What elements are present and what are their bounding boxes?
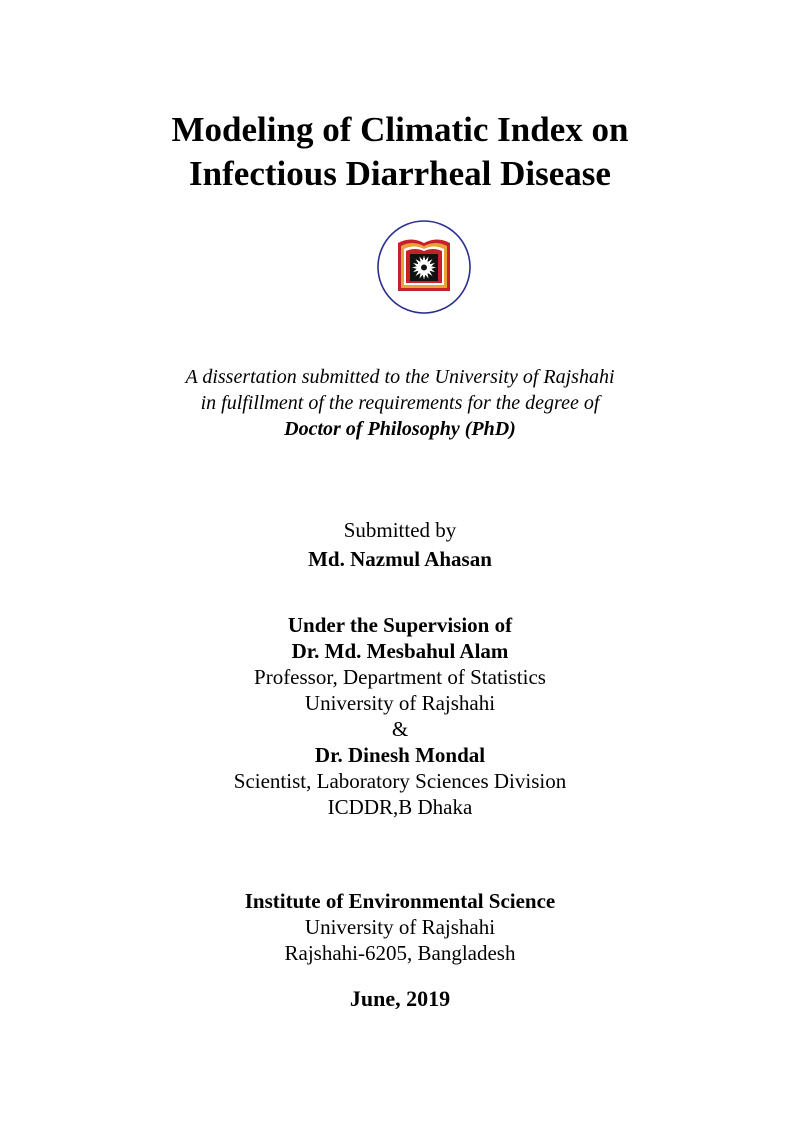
institute-block [0, 888, 800, 966]
author-block [0, 516, 800, 574]
submission-statement [0, 364, 800, 442]
supervisor-2-name: Dr. Dinesh Mondal [314, 743, 486, 767]
institute-name: Institute of Environmental Science [244, 889, 556, 913]
supervisor-1-affiliation: University of Rajshahi [304, 691, 496, 715]
submission-date: June, 2019 [349, 986, 451, 1011]
title-line-2: Infectious Diarrheal Disease [189, 154, 611, 193]
dissertation-title [0, 108, 800, 196]
supervisor-1-position: Professor, Department of Statistics [254, 665, 546, 689]
university-seal-icon [376, 219, 472, 315]
supervisor-2-position: Scientist, Laboratory Sciences Division [233, 769, 567, 793]
supervisor-2-affiliation: ICDDR,B Dhaka [327, 795, 473, 819]
submitted-by-label: Submitted by [343, 518, 457, 542]
title-line-1: Modeling of Climatic Index on [171, 110, 629, 149]
institute-address: Rajshahi-6205, Bangladesh [284, 941, 516, 965]
degree-name: Doctor of Philosophy (PhD) [284, 418, 516, 440]
supervisor-separator: & [391, 717, 409, 741]
supervisor-1-name: Dr. Md. Mesbahul Alam [291, 639, 509, 663]
author-name: Md. Nazmul Ahasan [308, 547, 492, 571]
submission-line-2: in fulfillment of the requirements for the degree of [200, 392, 600, 414]
supervision-block [0, 612, 800, 820]
institute-university: University of Rajshahi [304, 915, 496, 939]
submission-line-1: A dissertation submitted to the University of Rajshahi [185, 366, 615, 388]
supervision-label: Under the Supervision of [287, 613, 513, 637]
